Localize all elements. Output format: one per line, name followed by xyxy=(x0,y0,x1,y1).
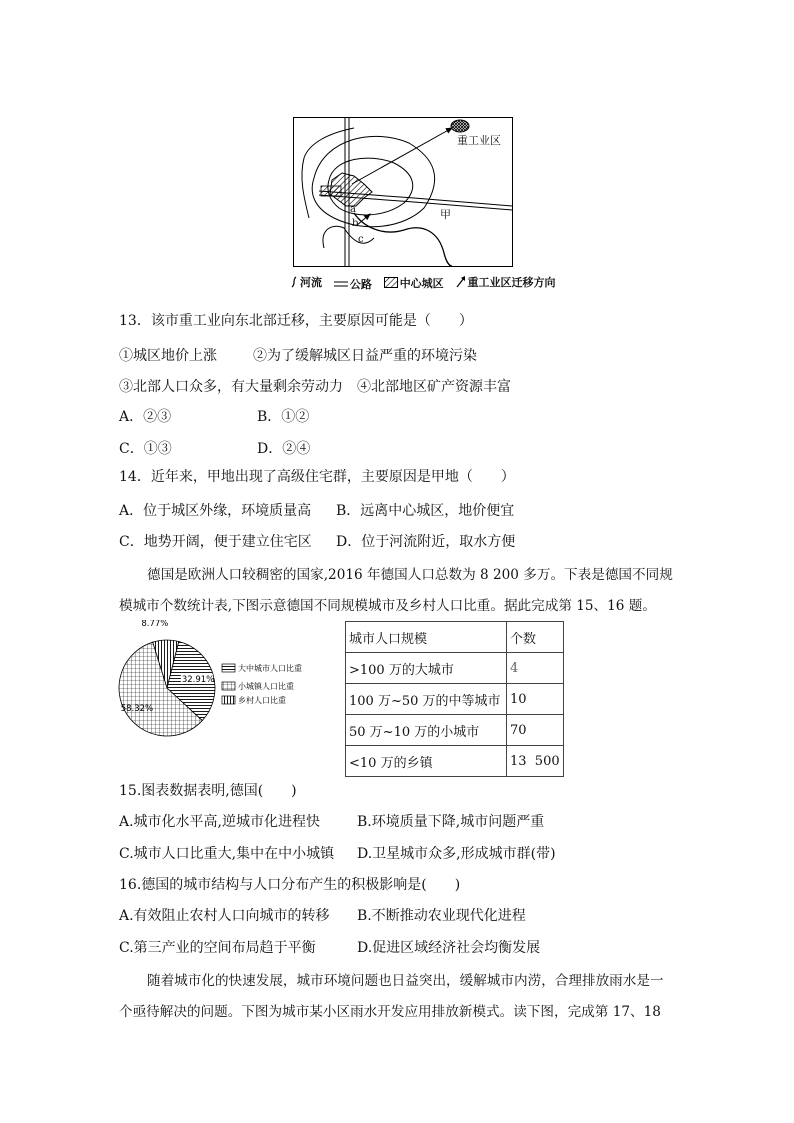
q15-option-c[interactable]: C.城市人口比重大,集中在中小城镇 xyxy=(119,846,335,862)
table-row xyxy=(346,684,564,715)
q13-statement-4: ④北部地区矿产资源丰富 xyxy=(357,379,511,395)
table-cell: 100 万~50 万的中等城市 xyxy=(346,684,507,715)
city-count-table xyxy=(345,621,564,777)
table-header-row xyxy=(346,622,564,653)
legend-label-large-medium: 大中城市人口比重 xyxy=(238,664,302,673)
legend-migration xyxy=(456,274,560,290)
q14-option-a[interactable]: A．位于城区外缘，环境质量高 xyxy=(119,503,312,519)
intro2-line1: 随着城市化的快速发展，城市环境问题也日益突出，缓解城市内涝，合理排放雨水是一 xyxy=(147,973,664,989)
q14-stem: 14．近年来，甲地出现了高级住宅群，主要原因是甲地（ ） xyxy=(119,469,515,485)
pie-legend xyxy=(222,663,302,705)
table-cell: 13 500 xyxy=(507,746,564,777)
pie-slice-label-large-medium: 32.91% xyxy=(181,675,215,686)
q16-stem: 16.德国的城市结构与人口分布产生的积极影响是( ) xyxy=(119,877,461,893)
map-legend xyxy=(290,274,564,292)
q13-option-b[interactable]: B．①② xyxy=(257,409,310,425)
hatched-area-icon xyxy=(384,277,398,288)
table-cell: >100 万的大城市 xyxy=(346,653,507,684)
road-icon xyxy=(334,280,348,288)
q13-statement-1: ①城区地价上涨 xyxy=(119,348,217,364)
contour-a-label: a xyxy=(350,204,356,215)
pie-slice-label-small-town: 58.32% xyxy=(120,703,154,714)
legend-river-label: 河流 xyxy=(300,276,322,289)
intro2-line2: 个亟待解决的问题。下图为城市某小区雨水开发应用排放新模式。读下图，完成第 17、18 xyxy=(119,1004,661,1020)
q13-stem: 13．该市重工业向东北部迁移，主要原因可能是（ ） xyxy=(119,313,473,329)
q14-option-b[interactable]: B．远离中心城区，地价便宜 xyxy=(336,503,515,519)
pie-slice-label-rural: 8.77% xyxy=(141,620,169,630)
legend-migration-label: 重工业区迁移方向 xyxy=(467,276,556,289)
legend-label-rural: 乡村人口比重 xyxy=(238,696,286,705)
intro1-line1: 德国是欧洲人口较稠密的国家,2016 年德国人口总数为 8 200 多万。下表是德国不同规 xyxy=(147,567,673,583)
table-row xyxy=(346,715,564,746)
table-header-size: 城市人口规模 xyxy=(346,622,507,653)
pie-slices xyxy=(119,640,215,736)
q15-option-d[interactable]: D.卫星城市众多,形成城市群(带) xyxy=(357,846,556,862)
q13-statement-3: ③北部人口众多，有大量剩余劳动力 xyxy=(119,379,343,395)
legend-road xyxy=(334,276,376,292)
table-header-count: 个数 xyxy=(507,622,564,653)
city-map xyxy=(293,117,513,267)
q16-option-b[interactable]: B.不断推动农业现代化进程 xyxy=(357,908,526,924)
river-icon xyxy=(290,276,298,288)
legend-swatch-small-town xyxy=(222,682,235,690)
contour-c-label: c xyxy=(358,234,364,245)
q15-option-a[interactable]: A.城市化水平高,逆城市化进程快 xyxy=(119,814,321,830)
legend-center xyxy=(384,275,448,291)
q15-stem: 15.图表数据表明,德国( ) xyxy=(119,783,297,799)
q14-option-c[interactable]: C．地势开阔，便于建立住宅区 xyxy=(119,534,312,550)
table-cell: 70 xyxy=(507,715,564,746)
legend-label-small-town: 小城镇人口比重 xyxy=(238,682,294,691)
q13-statement-2: ②为了缓解城区日益严重的环境污染 xyxy=(253,348,477,364)
q16-option-a[interactable]: A.有效阻止农村人口向城市的转移 xyxy=(119,908,330,924)
migration-arrow-icon xyxy=(456,276,466,288)
table-row xyxy=(346,746,564,777)
q13-option-c[interactable]: C．①③ xyxy=(119,441,172,457)
table-row xyxy=(346,653,564,684)
contour-b-label: b xyxy=(352,218,359,229)
table-cell: 10 xyxy=(507,684,564,715)
legend-swatch-large-medium xyxy=(222,664,235,672)
legend-road-label: 公路 xyxy=(349,278,372,291)
q16-option-d[interactable]: D.促进区域经济社会均衡发展 xyxy=(357,940,541,956)
q13-option-a[interactable]: A．②③ xyxy=(119,409,172,425)
legend-swatch-rural xyxy=(222,696,235,704)
legend-river xyxy=(290,274,326,290)
legend-center-label: 中心城区 xyxy=(399,276,444,290)
q16-option-c[interactable]: C.第三产业的空间布局趋于平衡 xyxy=(119,940,316,956)
table-cell: 50 万~10 万的小城市 xyxy=(346,715,507,746)
table-cell: 4 xyxy=(507,653,564,684)
q15-option-b[interactable]: B.环境质量下降,城市问题严重 xyxy=(357,814,545,830)
intro1-line2: 模城市个数统计表,下图示意德国不同规模城市及乡村人口比重。据此完成第 15、16 题。 xyxy=(119,598,656,614)
q14-option-d[interactable]: D．位于河流附近，取水方便 xyxy=(336,534,516,550)
heavy-industry-label: 重工业区 xyxy=(457,134,501,147)
jia-label: 甲 xyxy=(440,208,451,221)
table-cell: <10 万的乡镇 xyxy=(346,746,507,777)
pie-chart xyxy=(115,620,340,760)
q13-option-d[interactable]: D．②④ xyxy=(257,441,311,457)
